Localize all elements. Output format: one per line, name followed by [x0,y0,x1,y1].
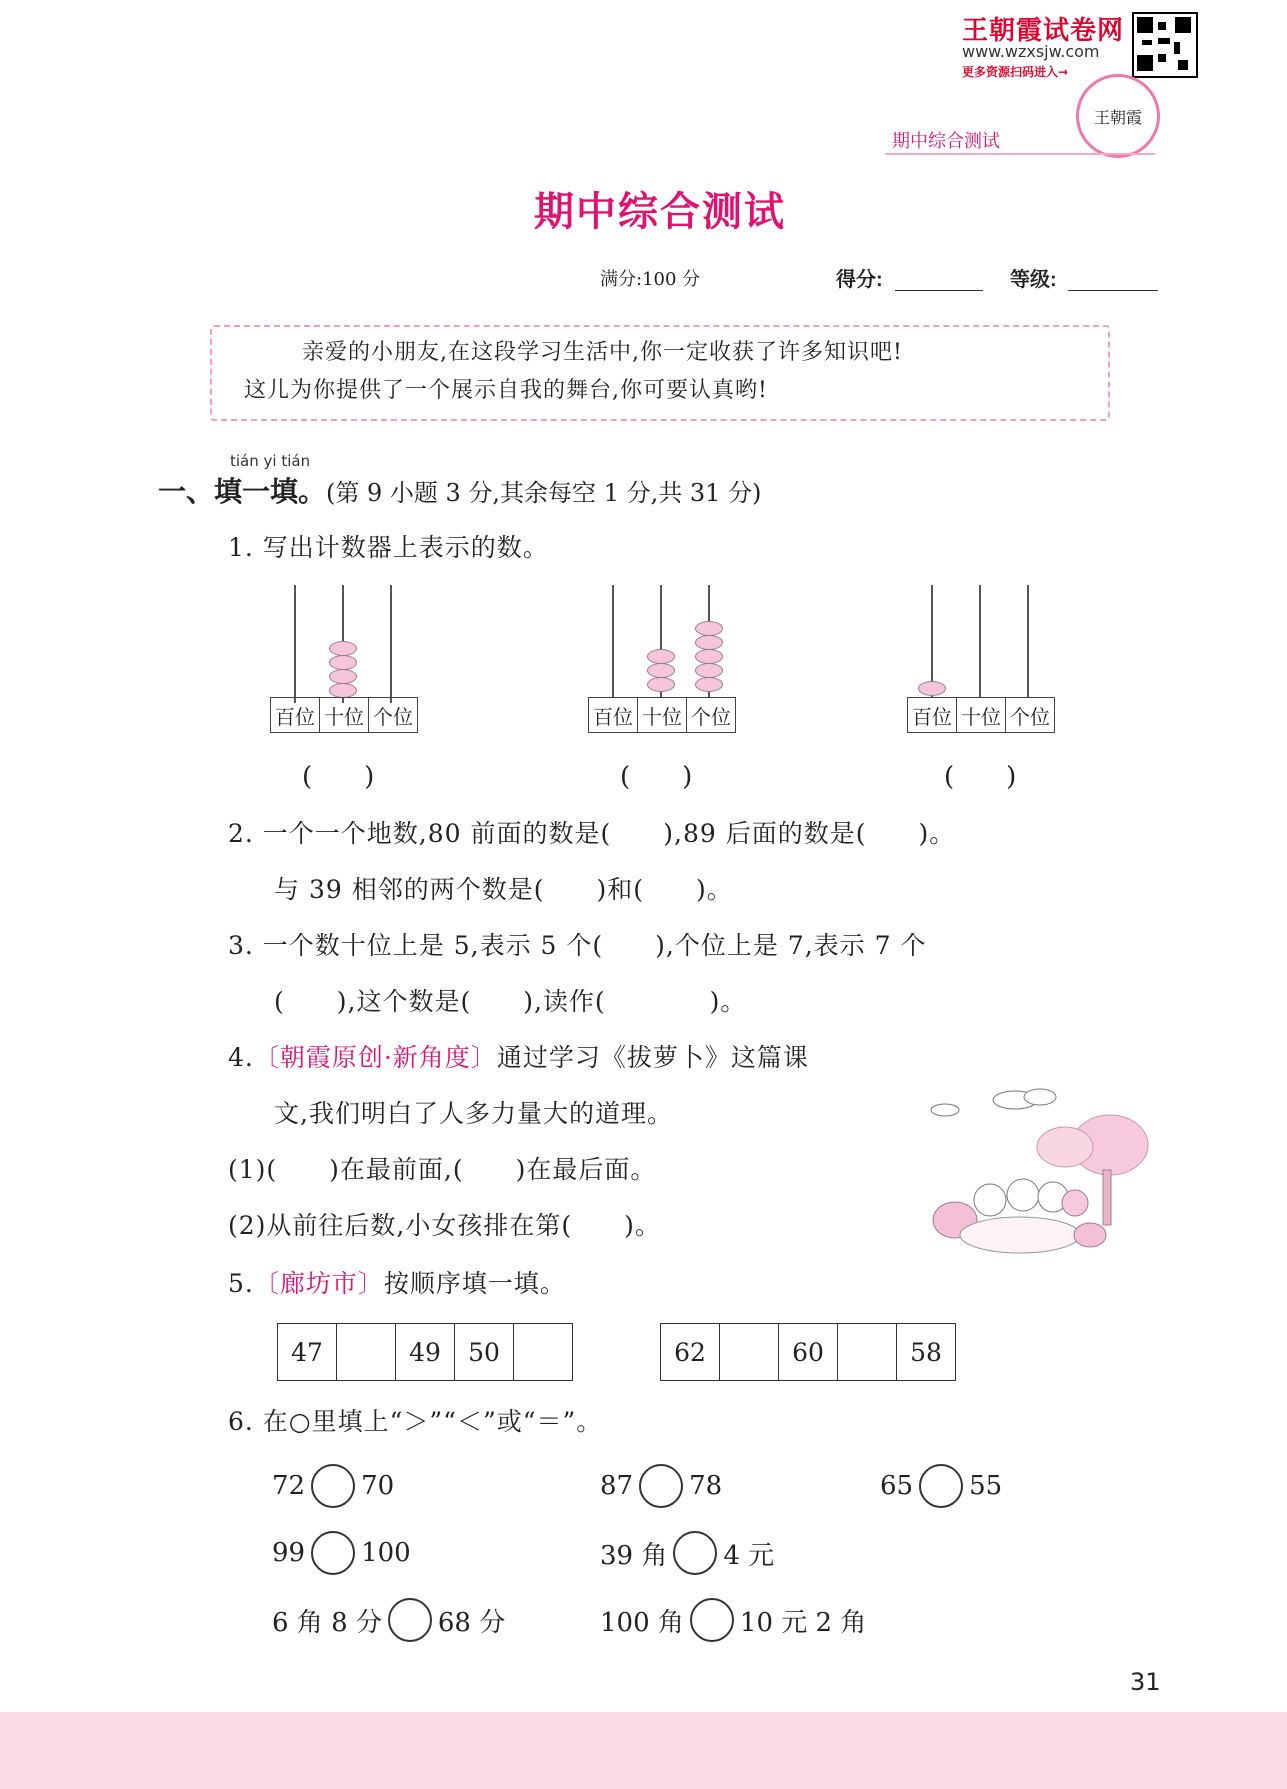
q1-text: 1. 写出计数器上表示的数。 [228,533,549,562]
label-ones: 个位 [373,704,413,729]
section-heading [158,470,761,510]
label-hundreds: 百位 [589,698,638,732]
compare-left: 39 角 [600,1540,668,1571]
q1-answer-1[interactable]: ( ) [302,762,375,792]
compare-left: 100 角 [600,1607,684,1638]
q4-sub-1: (1)( )在最前面,( )在最后面。 [228,1155,657,1184]
pull-radish-illustration [915,1085,1150,1265]
people-group-icon [933,1179,1106,1253]
compare-item [600,1464,722,1508]
rod-ones [1027,585,1029,697]
compare-circle[interactable] [690,1598,734,1642]
bead [647,677,675,692]
qr-code-icon[interactable] [1132,12,1198,78]
bead [647,663,675,678]
bead [329,655,357,670]
q1-answer-2[interactable]: ( ) [620,762,693,792]
bead [695,635,723,650]
q4-number: 4. [228,1043,254,1072]
q5-number: 5. [228,1269,254,1298]
abacus-base [270,697,418,733]
compare-left: 72 [272,1471,306,1501]
compare-item [880,1464,1002,1508]
section-title: 一、填一填。 [158,475,327,508]
label-tens: 十位 [638,698,687,732]
q3-line-2: ( ),这个数是( ),读作( )。 [274,987,747,1016]
compare-circle[interactable] [311,1531,355,1575]
q2-line-1: 2. 一个一个地数,80 前面的数是( ),89 后面的数是( )。 [228,819,956,848]
seq-cell: 62 [661,1324,720,1380]
seal-text: 王朝霞 [1093,107,1142,127]
abacus-base [907,697,1055,733]
compare-right: 10 元 2 角 [739,1607,867,1638]
abacus-base [588,697,736,733]
bead [329,683,357,698]
bead [695,677,723,692]
seq-cell: 58 [910,1337,942,1367]
q4-line-2: 文,我们明白了人多力量大的道理。 [274,1099,673,1128]
compare-circle[interactable] [311,1464,355,1508]
seq-cell: 60 [779,1324,838,1380]
page-title: 期中综合测试 [534,189,786,235]
seq-cell: 49 [396,1324,455,1380]
score-blank[interactable] [895,262,983,291]
abacus-2 [588,585,734,737]
label-tens: 十位 [957,698,1006,732]
brand-url[interactable]: www.wzxsjw.com [962,42,1100,61]
compare-right: 4 元 [723,1540,775,1571]
q4-text: 通过学习《拔萝卜》这篇课 [496,1043,809,1072]
section-pinyin: tián yi tián [230,452,311,470]
compare-circle[interactable] [639,1464,683,1508]
grade-blank[interactable] [1068,262,1158,291]
label-hundreds: 百位 [271,698,320,732]
compare-item [272,1598,505,1642]
rod-tens [979,585,981,697]
bead [918,681,946,696]
q3-line-1: 3. 一个数十位上是 5,表示 5 个( ),个位上是 7,表示 7 个 [228,931,927,960]
cloud-icon [931,1089,1056,1116]
grade-label: 等级: [1010,269,1057,291]
q5-line [228,1264,566,1300]
compare-circle[interactable] [388,1598,432,1642]
rod-hundreds [612,585,614,697]
intro-box [210,325,1110,421]
footer-band [0,1712,1287,1789]
q6-text: 6. 在○里填上“＞”“＜”或“＝”。 [228,1407,603,1436]
sequence-row-1 [277,1323,573,1381]
intro-line-2: 这儿为你提供了一个展示自我的舞台,你可要认真哟! [244,378,768,403]
page-number: 31 [1130,1668,1161,1696]
sequence-row-2 [660,1323,956,1381]
label-ones: 个位 [1010,704,1050,729]
bead [695,649,723,664]
running-title: 期中综合测试 [892,131,1000,152]
q4-sub-2: (2)从前往后数,小女孩排在第( )。 [228,1211,661,1240]
compare-item [272,1531,411,1575]
seq-blank[interactable] [514,1324,572,1380]
compare-circle[interactable] [919,1464,963,1508]
seq-blank[interactable] [720,1324,779,1380]
bead [329,641,357,656]
bead [647,649,675,664]
brand-title: 王朝霞试卷网 [962,16,1125,46]
abacus-3 [907,585,1053,737]
compare-circle[interactable] [673,1531,717,1575]
seq-cell: 47 [278,1324,337,1380]
compare-item [600,1598,866,1642]
q4-tag: 〔朝霞原创·新角度〕 [253,1043,497,1072]
header-divider [885,153,1155,155]
compare-left: 87 [600,1471,634,1501]
rod-hundreds [294,585,296,703]
label-ones: 个位 [691,704,731,729]
brand-more-text: 更多资源扫码进入→ [962,65,1069,79]
compare-item [600,1531,774,1575]
rod-ones [390,585,392,703]
compare-right: 70 [361,1471,395,1501]
compare-left: 6 角 8 分 [272,1607,382,1638]
label-hundreds: 百位 [908,698,957,732]
q5-tag: 〔廊坊市〕 [253,1269,384,1298]
bead [695,621,723,636]
bead [695,663,723,678]
compare-item [272,1464,394,1508]
score-label: 得分: [836,269,883,291]
compare-left: 65 [880,1471,914,1501]
bead [329,669,357,684]
q5-text: 按顺序填一填。 [383,1269,566,1298]
compare-right: 78 [689,1471,723,1501]
q1-answer-3[interactable]: ( ) [944,762,1017,792]
brand-seal-icon [1076,74,1160,158]
label-tens: 十位 [320,698,369,732]
seq-blank[interactable] [838,1324,897,1380]
compare-right: 55 [969,1471,1003,1501]
compare-left: 99 [272,1538,306,1568]
seq-cell: 50 [455,1324,514,1380]
section-note: (第 9 小题 3 分,其余每空 1 分,共 31 分) [326,479,762,507]
seq-blank[interactable] [337,1324,396,1380]
abacus-1 [270,585,416,737]
full-score: 满分:100 分 [600,269,701,290]
q4-line-1 [228,1038,809,1074]
compare-right: 100 [361,1538,411,1568]
q2-line-2: 与 39 相邻的两个数是( )和( )。 [274,875,733,904]
intro-line-1: 亲爱的小朋友,在这段学习生活中,你一定收获了许多知识吧! [302,340,903,365]
compare-right: 68 分 [437,1607,506,1638]
